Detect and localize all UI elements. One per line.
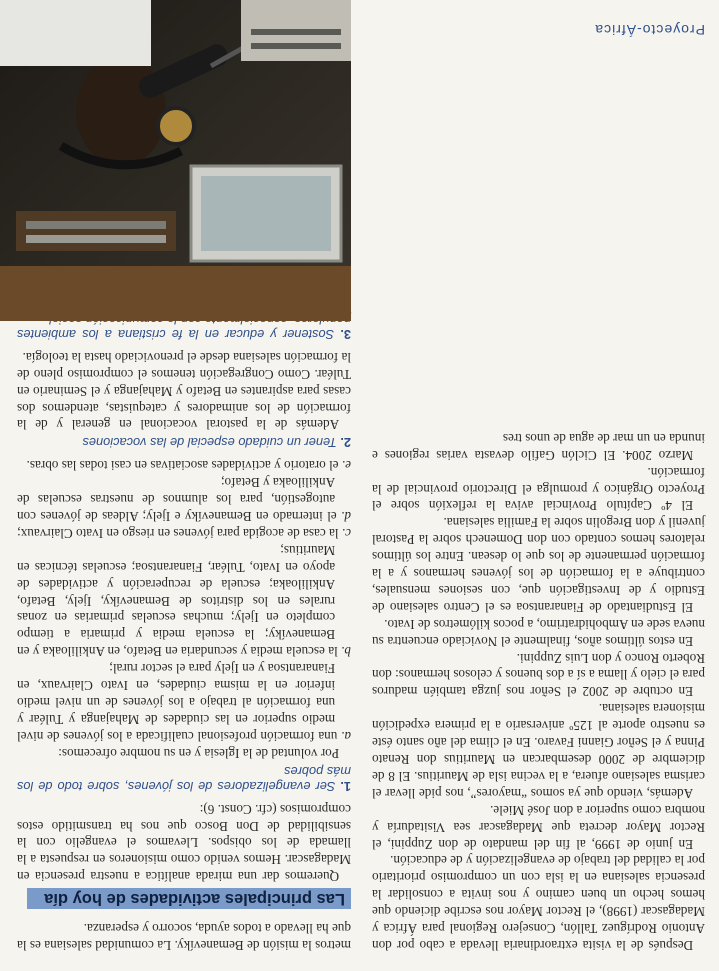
- person-shirt: [0, 0, 151, 66]
- wooden-shelf: [0, 266, 351, 321]
- item-letter: b.: [341, 644, 351, 660]
- radio-studio-photo: [0, 0, 351, 321]
- list-item: [17, 524, 351, 541]
- item-letter: e.: [341, 458, 351, 474]
- section-heading: Las principales actividades de hoy día: [27, 888, 351, 909]
- subheading-title: Ser evangelizadores de los jóvenes, sobre todo de los más pobres: [17, 763, 351, 794]
- item-letter: c.: [341, 525, 351, 541]
- item-text: una formación profesional cualificada a los jóvenes de nivel medio superior en las ciudades de Mahajanga y Tuléar y una formación al trabajo a los jóvenes de un nivel medio inferior en la misma ciudades, en Ivato Clairvaux, en Fianarantsoa y en Ijely para el sector rural;: [17, 661, 338, 744]
- item-text: la escuela media y secundaria en Betafo, en Ankililoaka y en Bemanevíky; la escuela media y primaria a tiempo completo en Ijely; muchas escuelas primarias en zonas rurales en los distritos de Bemanevíky, Ijely, Betafo, Ankililoaka; escuela de recuperación y actividades de apoyo en Ivato, Tuléar, Fianarantsoa; escuelas técnicas en Mauritius;: [16, 542, 338, 660]
- left-paragraph: En octubre de 2002 el Señor nos juzga también maduros para el cielo y llama a sí a dos buenos y celosos hermanos: don Roberto Ronco y don Luis Zuppini.: [372, 650, 705, 700]
- headphone-earcup: [158, 108, 194, 144]
- desk-faders: [251, 29, 341, 35]
- right-column: [17, 275, 351, 953]
- subheading-number: 2.: [340, 435, 351, 451]
- left-paragraph: En junio de 1999, al fin del mandato de don Zuppini, el Rector Mayor decreta que Madagascar sea Visitaduría y nombra como superior a don José Miele.: [372, 802, 705, 852]
- equipment-panel: [26, 235, 166, 243]
- equipment-panel: [26, 221, 166, 229]
- subheading-number: 1.: [340, 778, 351, 794]
- left-paragraph: Después de la visita extraordinaria llevada a cabo por don Antonio Rodríguez Tallón, Consejero Regional para África y Madagascar (1998), el Rector Mayor nos escribe diciendo que hemos hecho un buen camino y nos invita a consolidar la presencia salesiana en la isla con un compromiso prioritario por la calidad del trabajo de evangelización y de educación.: [372, 853, 705, 953]
- continuation-paragraph: metros la misión de Bemanevíky. La comunidad salesiana es la que ha llevado a todos ayuda, socorro y esperanza.: [17, 921, 351, 953]
- left-paragraph: El Estudiantado de Fianarantsoa es el Centro salesiano de Estudio y de Investigación que, con sesiones mensuales, contribuye a la formación de los jóvenes hermanos y a la formación permanente de los que lo desean. Entre los últimos relatores hemos contado con don Domenech sobre la Pastoral juvenil y don Bregolin sobre la Familia salesiana.: [372, 515, 705, 615]
- item-text: el oratorio y actividades asociativas en casi todas las obras.: [26, 458, 339, 474]
- intro-paragraph: Queremos dar una mirada analítica a nuestra presencia en Madagascar. Hemos venido como misioneros en respuesta a la llamada de los obispos. Llevamos el evangelio con la sensibilidad de Don Bosco que nos ha transmitido estos compromisos (cfr. Const. 6):: [17, 801, 351, 885]
- list-item: [17, 541, 351, 659]
- person-head: [76, 56, 166, 166]
- equipment-rack: [16, 211, 176, 251]
- subheading-title: Tener un cuidado especial de las vocaciones: [82, 435, 337, 451]
- section-lead: Por voluntad de la Iglesia y en su nombre ofrecemos:: [58, 745, 340, 761]
- left-paragraph: Marzo 2004. El Ciclón Gafilo devasta varias regiones e inunda en un mar de agua de unos tres: [372, 430, 705, 463]
- section-lead: Además de la pastoral vocacional en general y de la formación de los animadores y catequistas, atendemos dos casas para aspirantes en Betafo y Mahajanga y el Seminario en Tuléar. Como Congregación tenemos el compromiso pleno de la formación salesiana desde el prenoviciado hasta la teología.: [17, 349, 351, 433]
- subheading-number: 3.: [340, 326, 351, 342]
- list-item: [17, 659, 351, 744]
- left-paragraph: En estos últimos años, finalmente el Noviciado encuentra su nueva sede en Ambohidratrimo, a pocos kilómetros de Ivato.: [372, 616, 705, 649]
- photo-illustration: [0, 0, 351, 321]
- desk-faders: [251, 43, 341, 49]
- item-text: el internado en Bemanevíky e Ijely; Aldeas de jóvenes con autogestión, para los alumnos de nuestras escuelas de Ankililoaka y Betafo;: [16, 475, 337, 525]
- footer-label: Proyecto-África: [594, 22, 705, 38]
- subheading-1: [17, 764, 351, 794]
- list-item: [17, 456, 351, 473]
- left-paragraph: Además, viendo que ya somos “mayores”, nos pide llevar el carisma salesiano afuera, a la vecina isla de Mauritius. El 8 de diciembre de 2000 desembarcan en Mauritius don Renato Pinna y el Señor Gianni Favaro. En el clima del año santo éste es nuestro aporte al 125º aniversario a la primera expedición misionera salesiana.: [372, 701, 705, 801]
- item-letter: a.: [341, 728, 351, 744]
- monitor-screen: [201, 176, 331, 251]
- subheading-2: [17, 435, 351, 450]
- item-letter: d.: [341, 509, 351, 525]
- left-column: [372, 429, 705, 953]
- list-item: [17, 473, 351, 524]
- subheading-title: Sostener y educar en la fe cristiana a los ambientes: [17, 326, 335, 342]
- item-text: la casa de acogida para jóvenes en riesgo en Ivato Clairvaux;: [17, 525, 339, 541]
- left-paragraph: El 4º Capítulo Provincial aviva la reflexión sobre el Proyecto Orgánico y promulga el Directorio provincial de la formación.: [372, 464, 705, 514]
